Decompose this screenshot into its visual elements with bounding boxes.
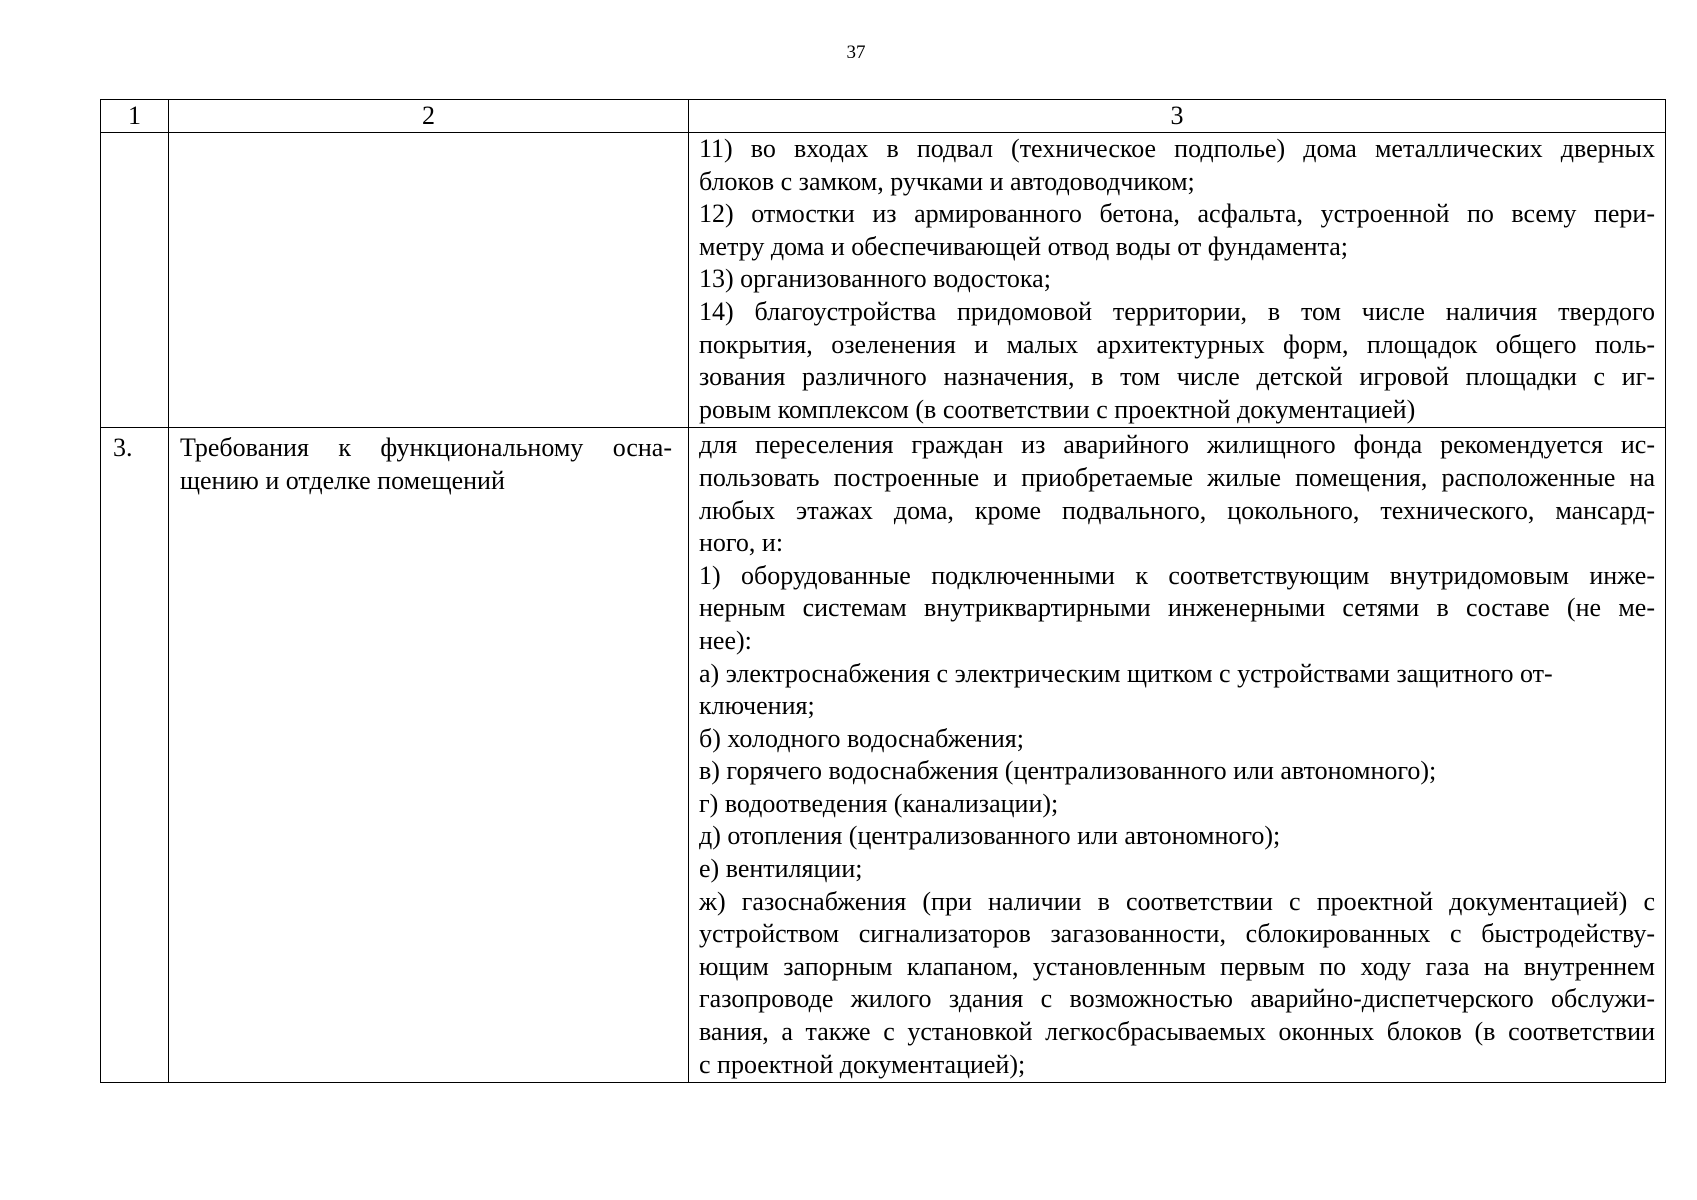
table-row: [101, 133, 1666, 428]
text-line: ющим запорным клапаном, установленным первым по ходу газа на внутреннем: [699, 951, 1655, 981]
text-line: щению и отделке помещений: [180, 465, 505, 495]
text-line: ключения;: [699, 691, 815, 721]
requirement-name-cell: [169, 133, 689, 428]
text-line: 11) во входах в подвал (техническое подполье) дома металлических дверных: [699, 134, 1655, 163]
column-header-1: 1: [101, 100, 169, 133]
text-line: 1) оборудованные подключенными к соответствующим внутридомовым инже-: [699, 560, 1655, 590]
text-line: д) отопления (централизованного или автономного);: [699, 821, 1281, 851]
text-line: б) холодного водоснабжения;: [699, 723, 1024, 753]
text-line: г) водоотведения (канализации);: [699, 788, 1059, 818]
table-row: [101, 428, 1666, 1083]
text-line: устройством сигнализаторов загазованности, сблокированных с быстродейству-: [699, 919, 1655, 949]
requirements-table: [100, 99, 1666, 1083]
requirement-text-cell: [689, 133, 1666, 428]
text-line: с проектной документацией);: [699, 1049, 1026, 1079]
text-line: ного, и:: [699, 528, 784, 558]
column-header-2: 2: [169, 100, 689, 133]
text-line: 12) отмостки из армированного бетона, асфальта, устроенной по всему пери-: [699, 199, 1655, 229]
text-line: пользовать построенные и приобретаемые жилые помещения, расположенные на: [699, 462, 1655, 492]
text-line: в) горячего водоснабжения (централизованного или автономного);: [699, 756, 1437, 786]
text-line: любых этажах дома, кроме подвального, цокольного, технического, мансард-: [699, 495, 1655, 525]
text-line: для переселения граждан из аварийного жилищного фонда рекомендуется ис-: [699, 430, 1655, 460]
text-line: метру дома и обеспечивающей отвод воды от фундамента;: [699, 231, 1348, 261]
text-line: газопроводе жилого здания с возможностью аварийно-диспетчерского обслужи-: [699, 984, 1655, 1014]
text-line: вания, а также с установкой легкосбрасываемых оконных блоков (в соответствии: [699, 1017, 1655, 1047]
text-line: нее):: [699, 625, 752, 655]
row-number-cell: [101, 133, 169, 428]
requirement-text-cell: [689, 428, 1666, 1083]
text-line: ж) газоснабжения (при наличии в соответствии с проектной документацией) с: [699, 886, 1655, 916]
text-line: 14) благоустройства придомовой территории, в том числе наличия твердого: [699, 296, 1655, 326]
text-line: нерным системам внутриквартирными инженерными сетями в составе (не ме-: [699, 593, 1655, 623]
text-line: ровым комплексом (в соответствии с проектной документацией): [699, 394, 1416, 424]
text-line: покрытия, озеленения и малых архитектурных форм, площадок общего поль-: [699, 329, 1655, 359]
page-number: 37: [846, 42, 866, 63]
text-line: е) вентиляции;: [699, 854, 863, 884]
text-line: зования различного назначения, в том числе детской игровой площадки с иг-: [699, 362, 1655, 392]
table-header-row: [101, 100, 1666, 133]
requirement-name-cell: [169, 428, 689, 1083]
text-line: Требования к функциональному осна-: [180, 433, 672, 463]
row-number-cell: 3.: [101, 428, 169, 1083]
text-line: 13) организованного водостока;: [699, 264, 1051, 294]
text-line: а) электроснабжения с электрическим щитком с устройствами защитного от-: [699, 658, 1553, 688]
column-header-3: 3: [689, 100, 1666, 133]
text-line: блоков с замком, ручками и автодоводчиком;: [699, 166, 1195, 196]
